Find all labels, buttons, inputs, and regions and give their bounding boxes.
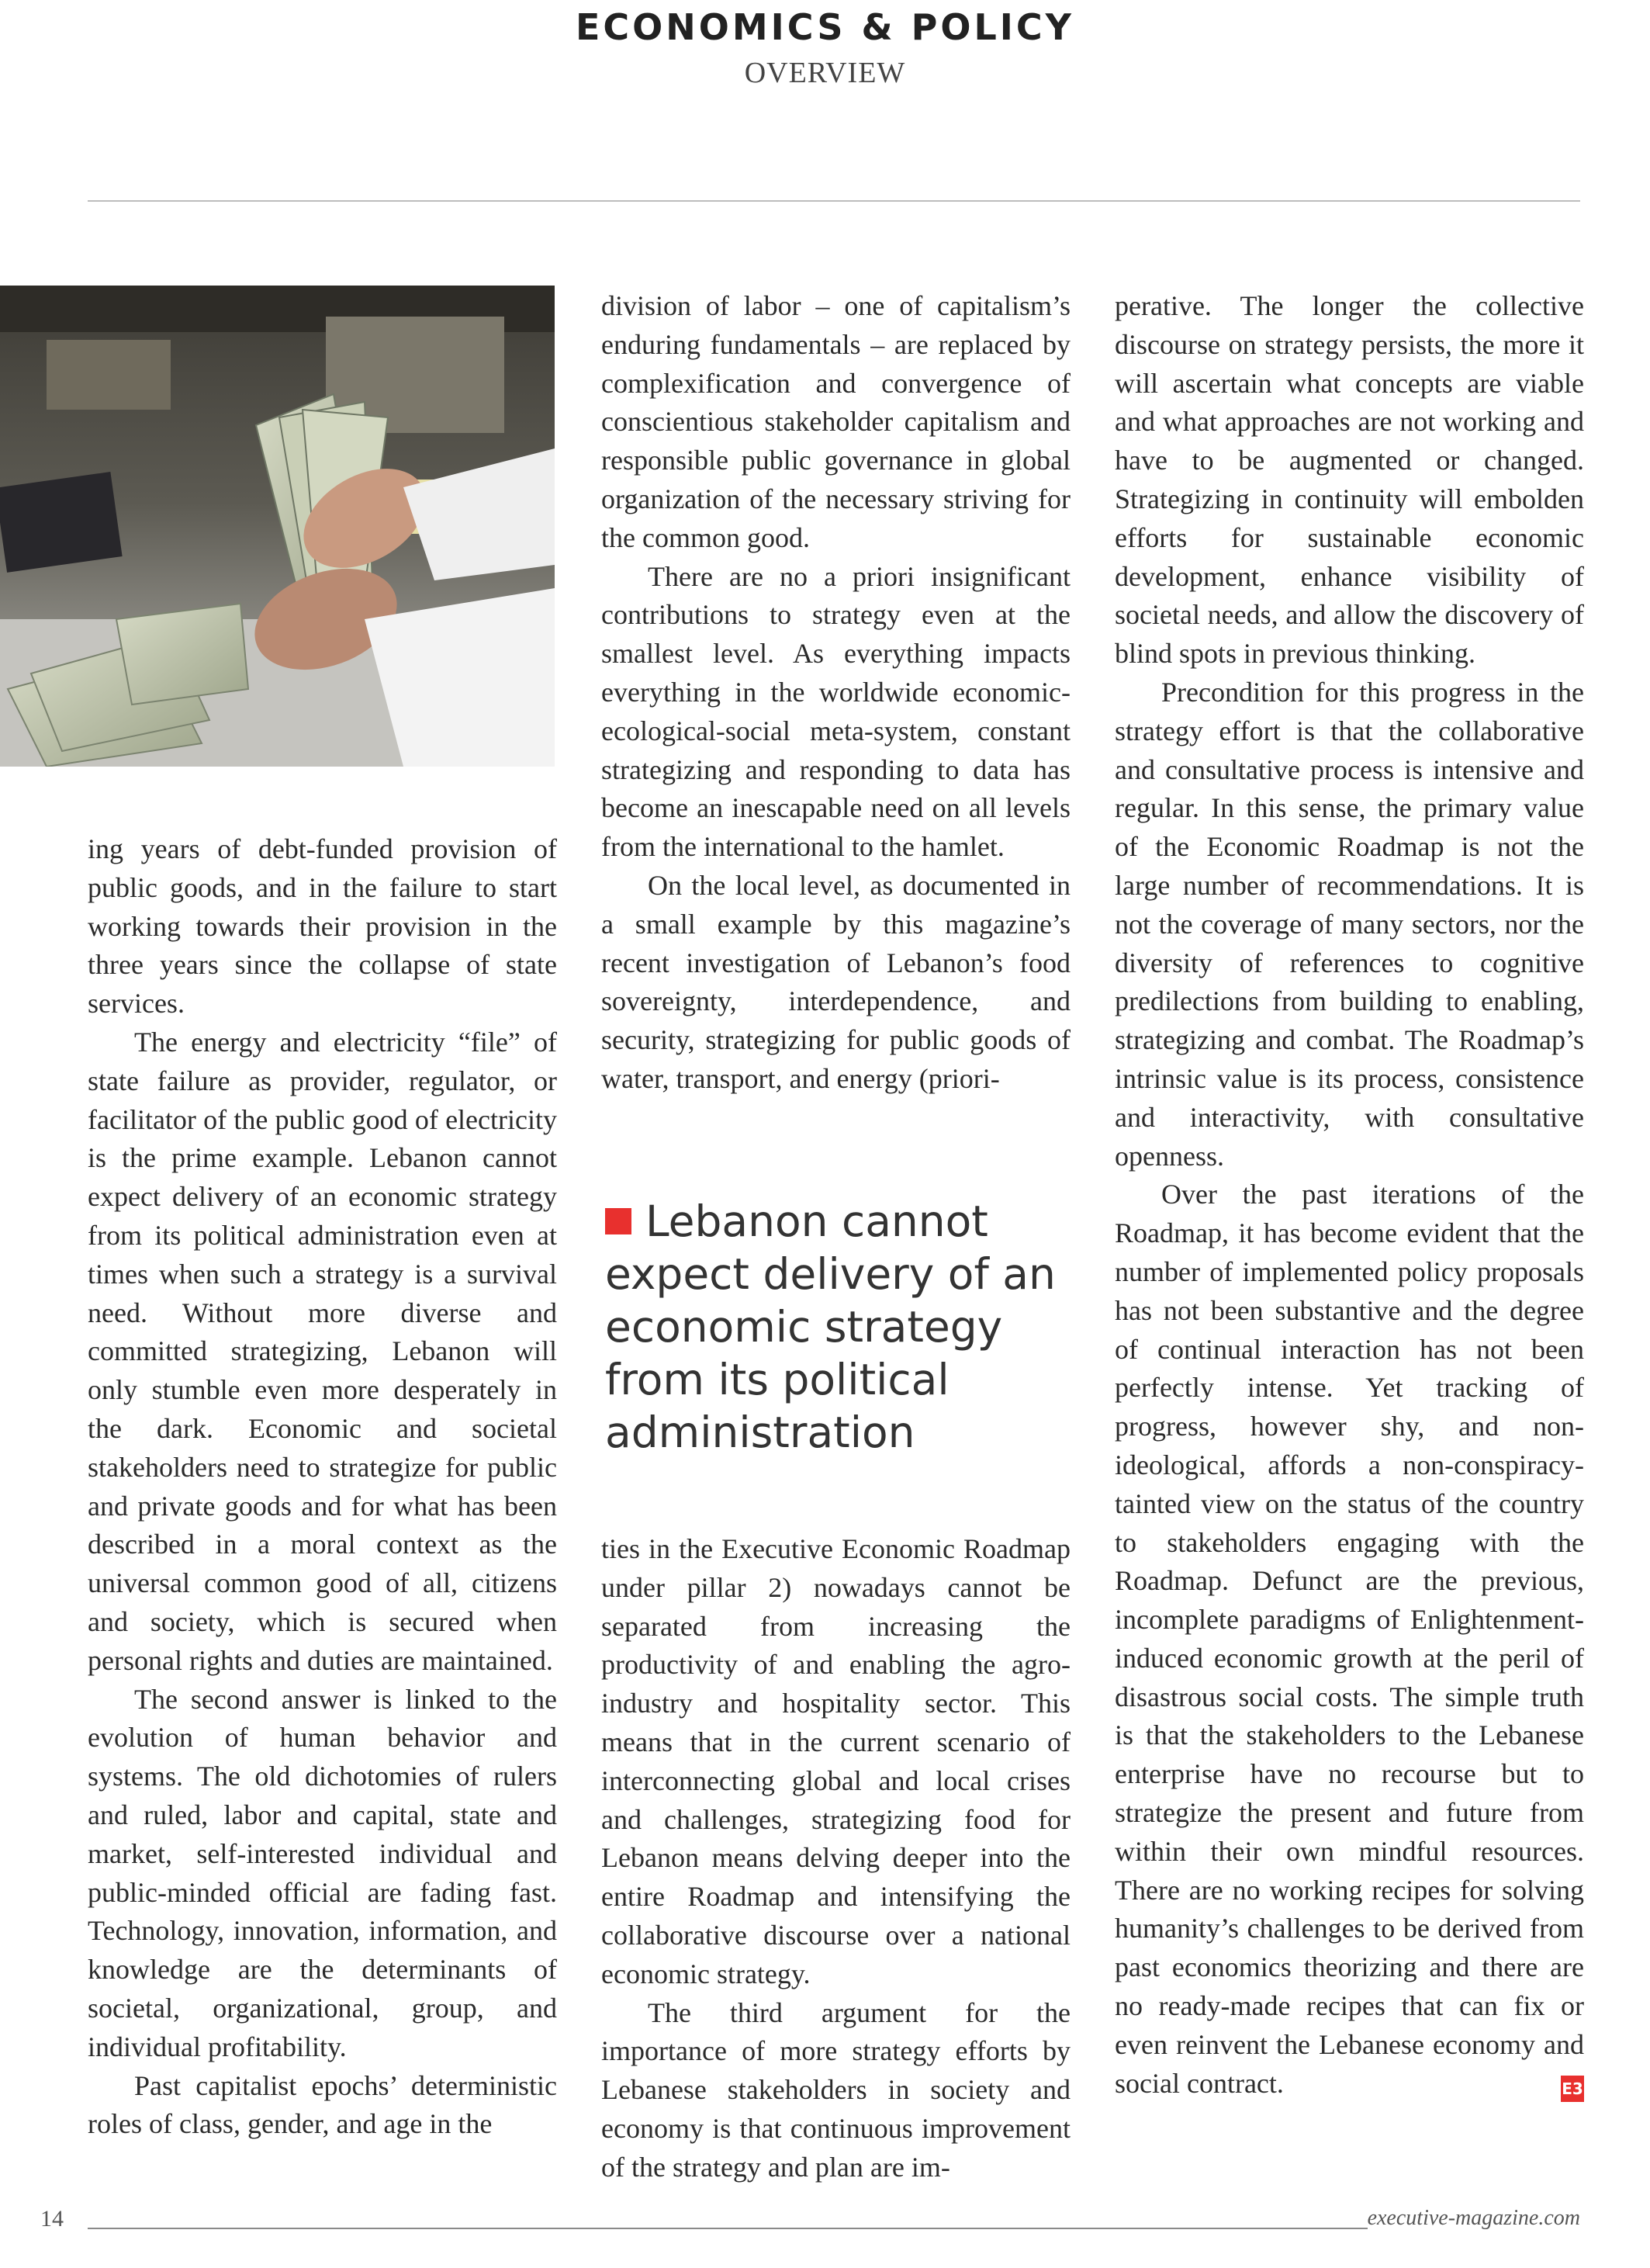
page-number: 14 — [40, 2206, 64, 2232]
column-1 — [88, 830, 557, 2144]
paragraph: ing years of debt-funded provision of public goods, and in the failure to start working towards their provision in the three years since the collapse of state services. — [88, 833, 557, 1020]
paragraph: The energy and electricity “file” of state failure as provider, regulator, or facilitator of the public good of electricity is the prime example. Lebanon cannot expect delivery of an economic strategy from its political administration even at times when such a strategy is a survival need. Without more diverse and committed strategizing, Lebanon will only stumble even more desperately in the dark. Economic and societal stakeholders need to strategize for public and private goods and for what has been described in a moral context as the universal common good of all, citizens and society, which is secured when personal rights and duties are maintained. — [88, 1026, 557, 1676]
column-3 — [1115, 287, 1584, 2104]
paragraph: The third argument for the importance of more strategy efforts by Lebanese stakeholders in society and economy is that continuous improvement of the strategy and plan are im- — [601, 1996, 1071, 2183]
photo-hands-counting-dollar-bills-icon — [0, 286, 555, 767]
paragraph: There are no a priori insignificant contributions to strategy even at the smallest level. As everything impacts everything in the worldwide economic-ecological-social meta-system, constant strategizing and responding to data has become an inescapable need on all levels from the international to the hamlet. — [601, 560, 1071, 863]
red-square-icon — [605, 1208, 631, 1234]
pull-quote-text: Lebanon cannot expect delivery of an economic strategy from its political administration — [605, 1196, 1056, 1457]
end-mark-icon: E3 — [1561, 2076, 1584, 2102]
paragraph: Precondition for this progress in the strategy effort is that the collaborative and consultative process is intensive and regular. In this sense, the primary value of the Economic Roadmap is not the large number of recommendations. It is not the coverage of many sectors, nor the diversity of references to cognitive predilections from building to enabling, strategizing and combat. The Roadmap’s intrinsic value is its process, consistence and interactivity, with consultative openness. — [1115, 676, 1584, 1172]
article-photo — [0, 286, 555, 767]
paragraph: perative. The longer the collective discourse on strategy persists, the more it will ascertain what concepts are viable and what approaches are not working and have to be augmented or changed. Strategizing in continuity will embolden efforts for sustainable economic development, enhance visibility of societal needs, and allow the discovery of blind spots in previous thinking. — [1115, 290, 1584, 670]
section-subtitle: OVERVIEW — [744, 57, 906, 89]
site-url: executive-magazine.com — [1367, 2206, 1580, 2230]
column-2-bottom — [601, 1530, 1071, 2187]
section-title: ECONOMICS & POLICY — [576, 6, 1074, 48]
paragraph: ties in the Executive Economic Roadmap under pillar 2) nowadays cannot be separated from increasing the productivity of and enabling the agro-industry and hospitality sector. This means that in the current scenario of interconnecting global and local crises and challenges, strategizing food for Lebanon means delving deeper into the entire Roadmap and intensifying the collaborative discourse over a national economic strategy. — [601, 1533, 1071, 1989]
footer-rule — [88, 2228, 1368, 2229]
paragraph: The second answer is linked to the evolution of human behavior and systems. The old dichotomies of rulers and ruled, labor and capital, state and market, self-interested individual and public-minded official are fading fast. Technology, innovation, information, and knowledge are the determinants of societal, organizational, group, and individual profitability. — [88, 1683, 557, 2062]
paragraph: Over the past iterations of the Roadmap, it has become evident that the number of implemented policy proposals has not been substantive and the degree of continual interaction has not been perfectly intense. Yet tracking of progress, however shy, and non-ideological, affords a non-conspiracy-tainted view on the status of the country to stakeholders engaging with the Roadmap. Defunct are the previous, incomplete paradigms of Enlightenment-induced economic growth at the peril of disastrous social costs. The simple truth is that the stakeholders to the Lebanese enterprise have no recourse but to strategize the present and future from within their own mindful resources. There are no working recipes for solving humanity’s challenges to be derived from past economics theorizing and there are no ready-made recipes that can fix or even reinvent the Lebanese economy and social contract. — [1115, 1179, 1584, 2099]
column-2-top — [601, 287, 1071, 1099]
paragraph: On the local level, as documented in a small example by this magazine’s recent investigation of Lebanon’s food sovereignty, interdependence, and security, strategizing for public goods of water, transport, and energy (priori- — [601, 869, 1071, 1094]
paragraph: division of labor – one of capitalism’s enduring fundamentals – are replaced by complexification and convergence of conscientious stakeholder capitalism and responsible public governance in global organization of the necessary striving for the common good. — [601, 290, 1071, 553]
pull-quote — [605, 1195, 1071, 1459]
header-rule — [88, 200, 1580, 202]
paragraph: Past capitalist epochs’ deterministic roles of class, gender, and age in the — [88, 2069, 557, 2140]
